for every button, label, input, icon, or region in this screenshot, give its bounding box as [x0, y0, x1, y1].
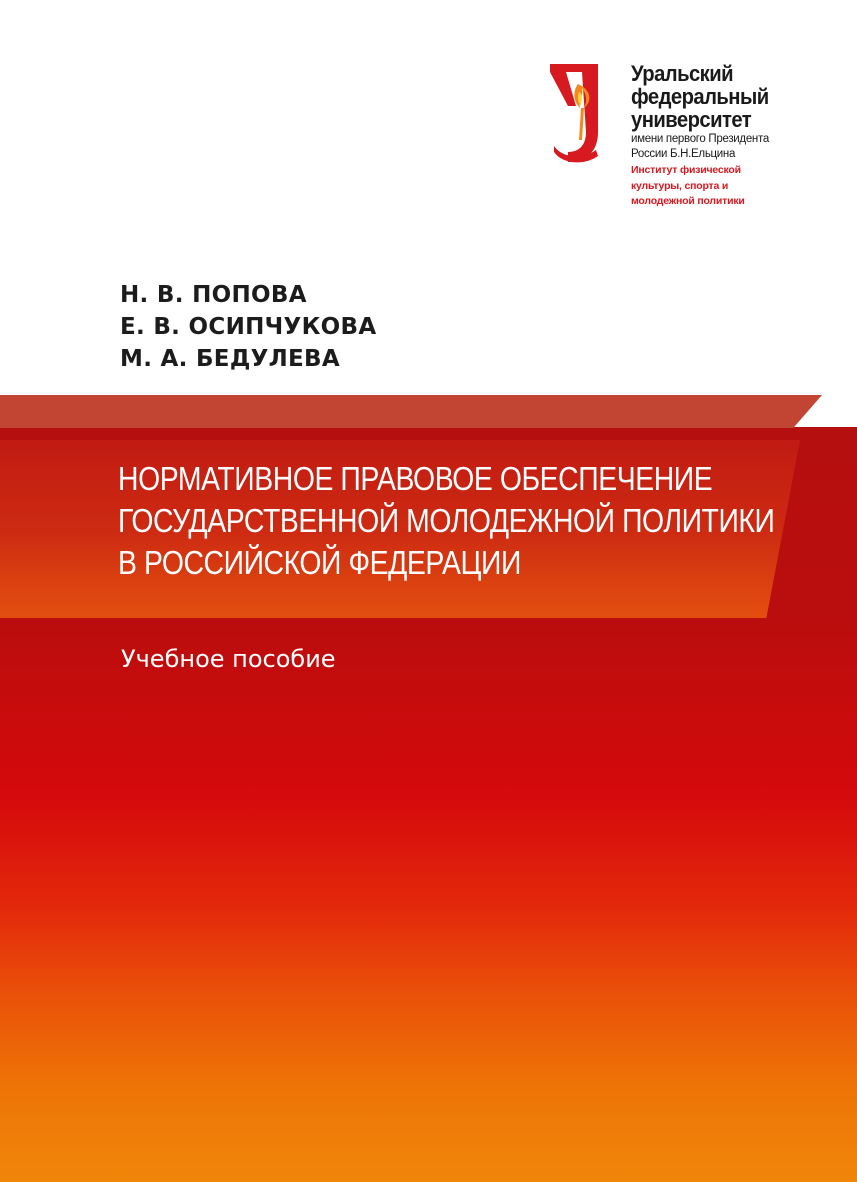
university-name-line-1: Уральский	[631, 61, 734, 86]
university-subtitle-line-1: имени первого Президента	[631, 133, 769, 145]
institute-name-line-1: Институт физической	[631, 164, 741, 176]
book-title-line-2: ГОСУДАРСТВЕННОЙ МОЛОДЕЖНОЙ ПОЛИТИКИ	[118, 502, 775, 539]
book-title-line-3: В РОССИЙСКОЙ ФЕДЕРАЦИИ	[118, 544, 522, 581]
logo-text	[631, 62, 851, 208]
institute-name-line-2: культуры, спорта и	[631, 179, 729, 192]
authors-list	[120, 280, 376, 376]
author-1: Н. В. ПОПОВА	[120, 282, 307, 308]
university-subtitle-line-2: России Б.Н.Ельцина	[631, 148, 736, 160]
university-logo	[548, 62, 848, 222]
author-3: М. А. БЕДУЛЕВА	[120, 346, 340, 372]
university-name-line-3: университет	[631, 107, 752, 132]
book-type: Учебное пособие	[121, 645, 336, 673]
book-title-line-1: НОРМАТИВНОЕ ПРАВОВОЕ ОБЕСПЕЧЕНИЕ	[118, 460, 713, 497]
institute-name-line-3: молодежной политики	[631, 195, 745, 207]
author-2: Е. В. ОСИПЧУКОВА	[120, 314, 377, 340]
decorative-stripe	[0, 395, 822, 428]
university-name-line-2: федеральный	[631, 84, 769, 109]
urfu-emblem-icon	[548, 62, 612, 166]
book-title	[118, 458, 838, 584]
